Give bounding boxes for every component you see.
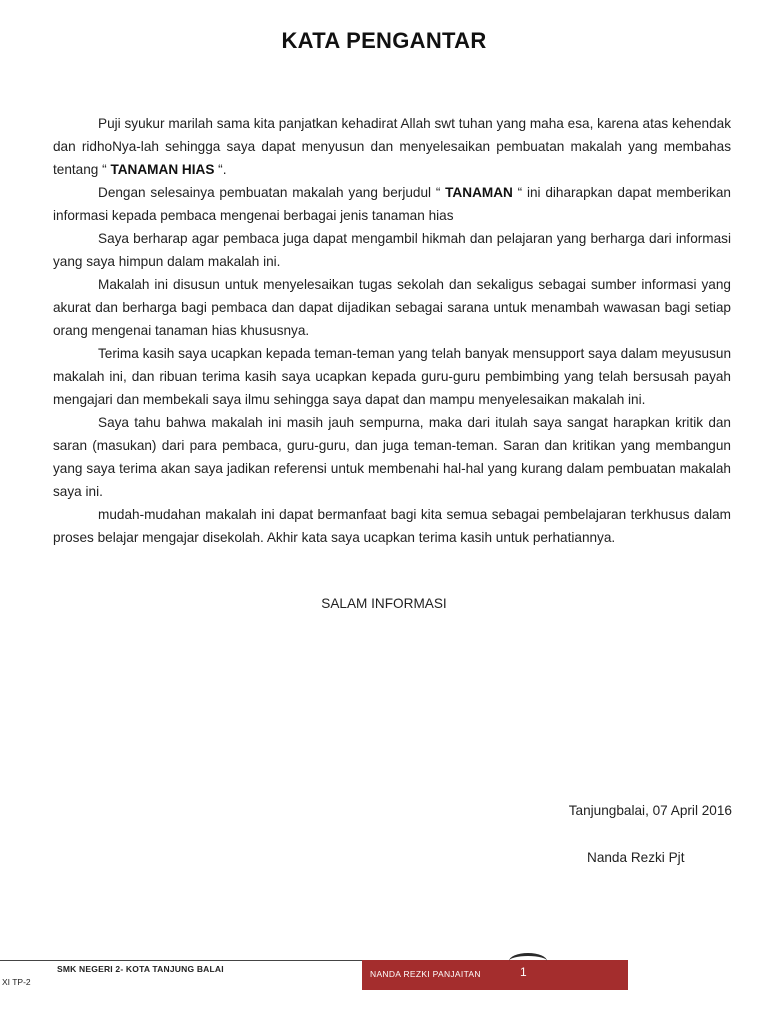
footer-author-name: NANDA REZKI PANJAITAN [370,969,481,979]
paragraph-text: Saya berharap agar pembaca juga dapat mengambil hikmah dan pelajaran yang berharga dari informasi yang saya himpun dalam makalah ini. [53,231,731,269]
paragraph-text-end: “ ini diharapkan dapat memberikan informasi kepada pembaca mengenai berbagai jenis tanaman hias [53,185,731,223]
footer-divider [0,960,362,961]
footer-class-label: XI TP-2 [2,977,31,987]
page-number: 1 [520,965,527,979]
paragraph-text: Dengan selesainya pembuatan makalah yang berjudul “ [98,185,446,200]
paragraph-text-end: “. [214,162,227,177]
paragraph-5 [53,342,731,411]
page-number-arc-decoration [509,953,547,969]
paragraph-6 [53,411,731,503]
paragraph-4 [53,273,731,342]
paragraph-emphasis: TANAMAN [445,185,513,200]
paragraph-3 [53,227,731,273]
footer-school-name: SMK NEGERI 2- KOTA TANJUNG BALAI [57,964,224,974]
closing-salutation: SALAM INFORMASI [321,596,447,611]
paragraph-text: Puji syukur marilah sama kita panjatkan kehadirat Allah swt tuhan yang maha esa, karena atas kehendak dan ridhoNya-lah sehingga saya dapat menyusun dan menyelesaikan pembuatan makalah yang membahas tentang “ [53,116,731,177]
paragraph-7 [53,503,731,549]
paragraph-text: Saya tahu bahwa makalah ini masih jauh sempurna, maka dari itulah saya sangat harapkan kritik dan saran (masukan) dari para pembaca, guru-guru, dan juga teman-teman. Saran dan kritikan yang membangun yang saya terima akan saya jadikan referensi untuk membenahi hal-hal yang kurang dalam pembuatan makalah saya ini. [53,415,731,499]
date-place: Tanjungbalai, 07 April 2016 [568,803,732,818]
paragraph-text: mudah-mudahan makalah ini dapat bermanfaat bagi kita semua sebagai pembelajaran terkhusus dalam proses belajar mengajar disekolah. Akhir kata saya ucapkan terima kasih untuk perhatiannya. [53,507,731,545]
paragraph-text: Makalah ini disusun untuk menyelesaikan tugas sekolah dan sekaligus sebagai sumber informasi yang akurat dan berharga bagi pembaca dan dapat dijadikan sebagai sarana untuk menambah wawasan bagi setiap orang mengenai tanaman hias khususnya. [53,277,731,338]
body-text [53,112,731,549]
paragraph-2 [53,181,731,227]
paragraph-emphasis: TANAMAN HIAS [110,162,215,177]
page-title: KATA PENGANTAR [281,28,487,53]
paragraph-1 [53,112,731,181]
paragraph-text: Terima kasih saya ucapkan kepada teman-teman yang telah banyak mensupport saya dalam meyususun makalah ini, dan ribuan terima kasih saya ucapkan kepada guru-guru pembimbing yang telah bersusah payah mengajari dan membekali saya ilmu sehingga saya dapat dan mampu menyelesaikan makalah ini. [53,346,731,407]
signer-name: Nanda Rezki Pjt [587,850,685,865]
